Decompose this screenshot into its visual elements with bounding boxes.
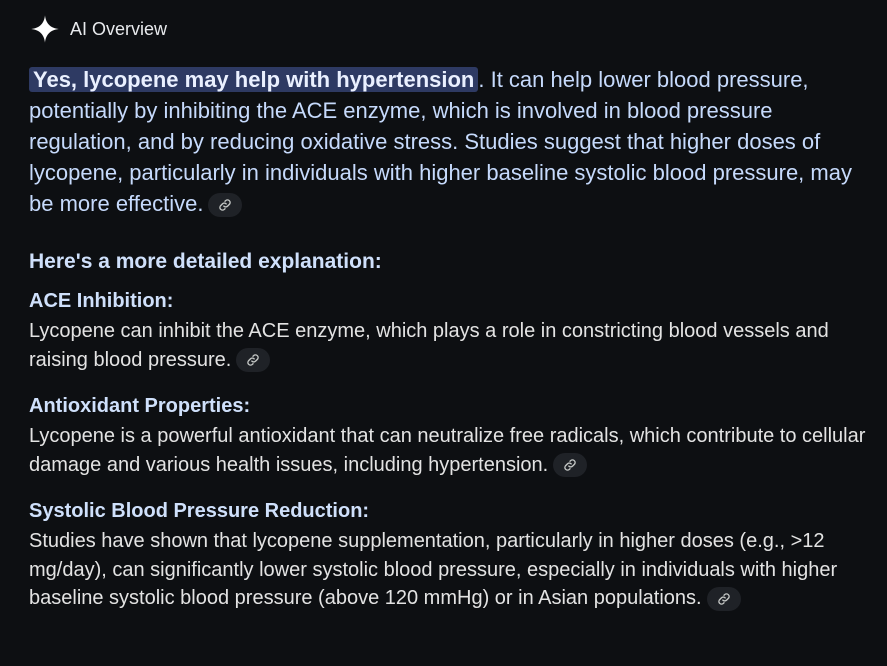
lead-paragraph	[29, 64, 869, 219]
link-icon	[246, 353, 260, 367]
lead-text: . It can help lower blood pressure, potentially by inhibiting the ACE enzyme, which is involved in blood pressure regulation, and by reducing oxidative stress. Studies suggest that higher doses of lycopene, particularly in individuals with higher baseline systolic blood pressure, may be more effective.	[29, 67, 852, 216]
source-link-button[interactable]	[707, 587, 741, 611]
link-icon	[218, 198, 232, 212]
detail-subheading: Here's a more detailed explanation:	[29, 250, 382, 273]
section-text: Studies have shown that lycopene supplementation, particularly in higher doses (e.g., >12 mg/day), can significantly lower systolic blood pressure, especially in individuals with higher baseline systolic blood pressure (above 120 mmHg) or in Asian populations.	[29, 530, 838, 609]
section-title: Antioxidant Properties:	[29, 395, 251, 417]
highlighted-answer: Yes, lycopene may help with hypertension	[29, 67, 478, 92]
source-link-button[interactable]	[236, 348, 270, 372]
section-body	[29, 527, 869, 613]
section-text: Lycopene can inhibit the ACE enzyme, which plays a role in constricting blood vessels and raising blood pressure.	[29, 320, 829, 371]
sparkle-icon	[30, 14, 60, 44]
source-link-button[interactable]	[553, 453, 587, 477]
section-title: ACE Inhibition:	[29, 290, 174, 312]
section-ace-inhibition	[29, 287, 869, 374]
section-text: Lycopene is a powerful antioxidant that can neutralize free radicals, which contribute to cellular damage and various health issues, including hypertension.	[29, 425, 866, 476]
section-body	[29, 317, 869, 374]
section-body	[29, 422, 869, 479]
source-link-button[interactable]	[208, 193, 242, 217]
section-antioxidant-properties	[29, 392, 869, 479]
overview-content	[29, 64, 869, 613]
ai-overview-title: AI Overview	[70, 18, 168, 39]
section-title: Systolic Blood Pressure Reduction:	[29, 500, 370, 522]
ai-overview-header	[30, 14, 167, 44]
link-icon	[563, 458, 577, 472]
section-systolic-reduction	[29, 497, 869, 613]
link-icon	[717, 592, 731, 606]
